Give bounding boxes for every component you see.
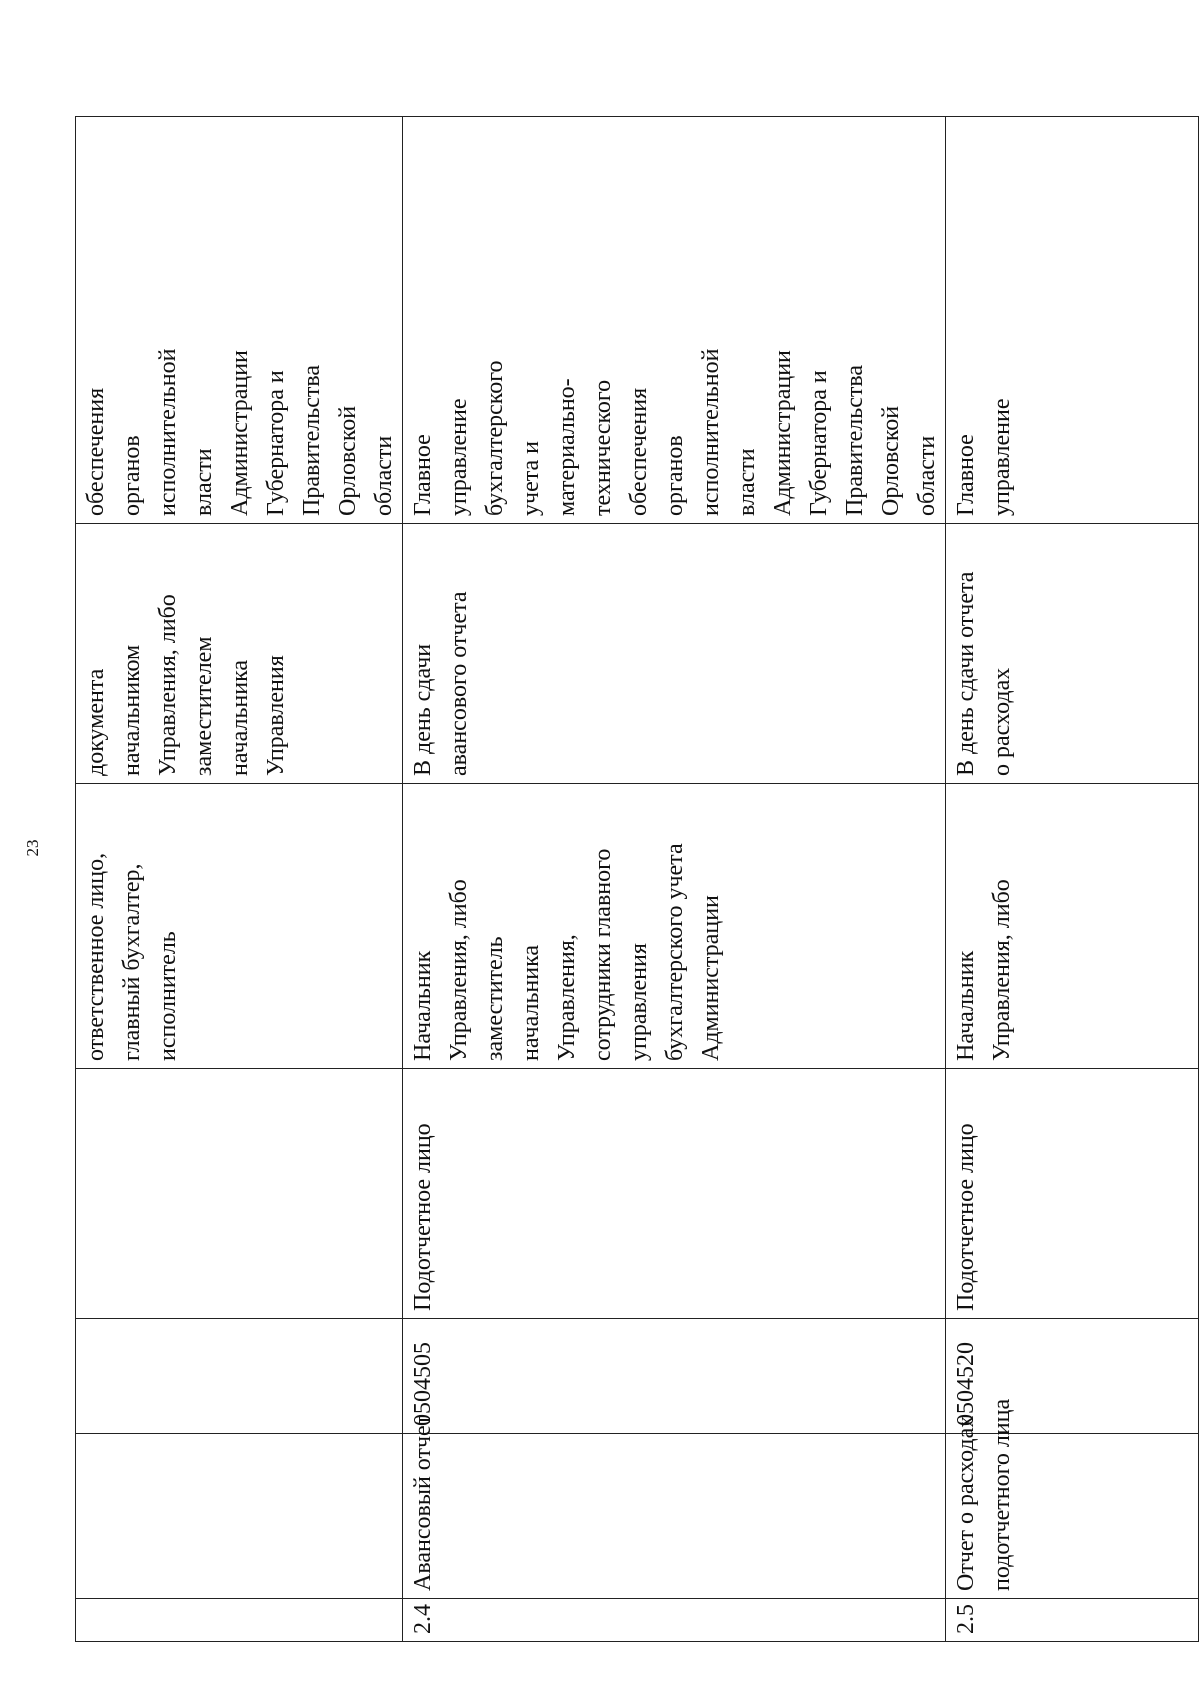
cell-text-line: материально- bbox=[554, 378, 580, 516]
cell-text-line: управление bbox=[446, 398, 472, 516]
recipient-cell bbox=[946, 117, 1199, 524]
signers-cell bbox=[403, 784, 946, 1069]
cell-text-line: Администрации bbox=[698, 895, 724, 1061]
cell-text-line: органов bbox=[662, 435, 688, 516]
signers-cell bbox=[76, 784, 403, 1069]
cell-text-line: Правительства bbox=[842, 364, 868, 516]
document-name-cell bbox=[76, 1434, 403, 1599]
form-code-cell bbox=[946, 1319, 1199, 1434]
cell-text-line: Управления, либо bbox=[155, 594, 181, 776]
deadline-cell bbox=[403, 524, 946, 784]
cell-text-line: Администрации bbox=[227, 350, 253, 516]
cell-text-line: о расходах bbox=[989, 667, 1015, 776]
cell-text-line: бухгалтерского учета bbox=[662, 843, 688, 1061]
cell-text-line: управление bbox=[989, 398, 1015, 516]
cell-text-line: сотрудники главного bbox=[590, 848, 616, 1061]
cell-text-line: Орловской bbox=[335, 405, 361, 516]
cell-text-line: заместитель bbox=[482, 936, 508, 1061]
cell-text-line: Авансовый отчет bbox=[410, 1414, 436, 1591]
cell-text-line: области bbox=[371, 435, 397, 516]
cell-text-line: технического bbox=[590, 379, 616, 516]
documents-table bbox=[75, 116, 1199, 1642]
cell-text-line: Начальник bbox=[953, 950, 979, 1061]
cell-text-line: Главное bbox=[953, 434, 979, 516]
cell-text-line: Управления, либо bbox=[989, 879, 1015, 1061]
cell-text-line: Отчет о расходах bbox=[953, 1415, 979, 1591]
row-number-cell bbox=[76, 1599, 403, 1642]
cell-text-line: Главное bbox=[410, 434, 436, 516]
cell-text-line: главный бухгалтер, bbox=[119, 863, 145, 1061]
cell-text-line: обеспечения bbox=[626, 387, 652, 516]
cell-text-line: Губернатора и bbox=[263, 370, 289, 516]
cell-text-line: заместителем bbox=[191, 636, 217, 776]
cell-text-line: Правительства bbox=[299, 364, 325, 516]
creator-cell bbox=[76, 1069, 403, 1319]
cell-text-line: управления bbox=[626, 943, 652, 1061]
cell-text-line: подотчетного лица bbox=[989, 1398, 1015, 1591]
cell-text-line: учета и bbox=[518, 441, 544, 516]
row-number-cell bbox=[403, 1599, 946, 1642]
table-container bbox=[75, 117, 1155, 1642]
cell-text-line: Губернатора и bbox=[806, 370, 832, 516]
cell-text-line: В день сдачи отчета bbox=[953, 571, 979, 776]
cell-text-line: Орловской bbox=[878, 405, 904, 516]
cell-text: Подотчетное лицо bbox=[953, 1123, 979, 1311]
creator-cell bbox=[946, 1069, 1199, 1319]
cell-text-line: Начальник bbox=[410, 950, 436, 1061]
form-code-cell bbox=[76, 1319, 403, 1434]
cell-text-line: власти bbox=[191, 448, 217, 516]
table-row bbox=[403, 117, 946, 1642]
cell-text-line: власти bbox=[734, 448, 760, 516]
table-body bbox=[76, 117, 1199, 1642]
document-name-cell bbox=[403, 1414, 946, 1599]
cell-text-line: начальника bbox=[518, 944, 544, 1061]
table-row bbox=[946, 117, 1199, 1642]
cell-text-line: исполнитель bbox=[155, 931, 181, 1061]
cell-text-line: начальником bbox=[119, 644, 145, 776]
cell-text-line: органов bbox=[119, 435, 145, 516]
cell-text: 2.5 bbox=[953, 1604, 979, 1634]
deadline-cell bbox=[946, 524, 1199, 784]
cell-text-line: начальника bbox=[227, 659, 253, 776]
creator-cell bbox=[403, 1069, 946, 1319]
cell-text-line: Управления, bbox=[554, 934, 580, 1061]
cell-text-line: документа bbox=[83, 668, 109, 776]
row-number-cell bbox=[946, 1599, 1199, 1642]
document-name-cell bbox=[946, 1398, 1199, 1599]
cell-text-line: авансового отчета bbox=[446, 591, 472, 776]
cell-text-line: ответственное лицо, bbox=[83, 852, 109, 1061]
cell-text: 0504520 bbox=[953, 1342, 979, 1426]
cell-text: Подотчетное лицо bbox=[410, 1123, 436, 1311]
cell-text-line: бухгалтерского bbox=[482, 360, 508, 516]
cell-text: 2.4 bbox=[410, 1604, 436, 1634]
table-row bbox=[76, 117, 403, 1642]
recipient-cell bbox=[403, 117, 946, 524]
signers-cell bbox=[946, 784, 1199, 1069]
cell-text-line: исполнительной bbox=[155, 348, 181, 516]
recipient-cell bbox=[76, 117, 403, 524]
cell-text-line: Управления, либо bbox=[446, 879, 472, 1061]
cell-text: 0504505 bbox=[410, 1342, 436, 1426]
deadline-cell bbox=[76, 524, 403, 784]
page-number: 23 bbox=[23, 839, 42, 857]
cell-text-line: Администрации bbox=[770, 350, 796, 516]
cell-text-line: исполнительной bbox=[698, 348, 724, 516]
cell-text-line: Управления bbox=[263, 655, 289, 776]
cell-text-line: области bbox=[914, 435, 940, 516]
form-code-cell bbox=[403, 1319, 946, 1434]
cell-text-line: обеспечения bbox=[83, 387, 109, 516]
cell-text-line: В день сдачи bbox=[410, 643, 436, 776]
